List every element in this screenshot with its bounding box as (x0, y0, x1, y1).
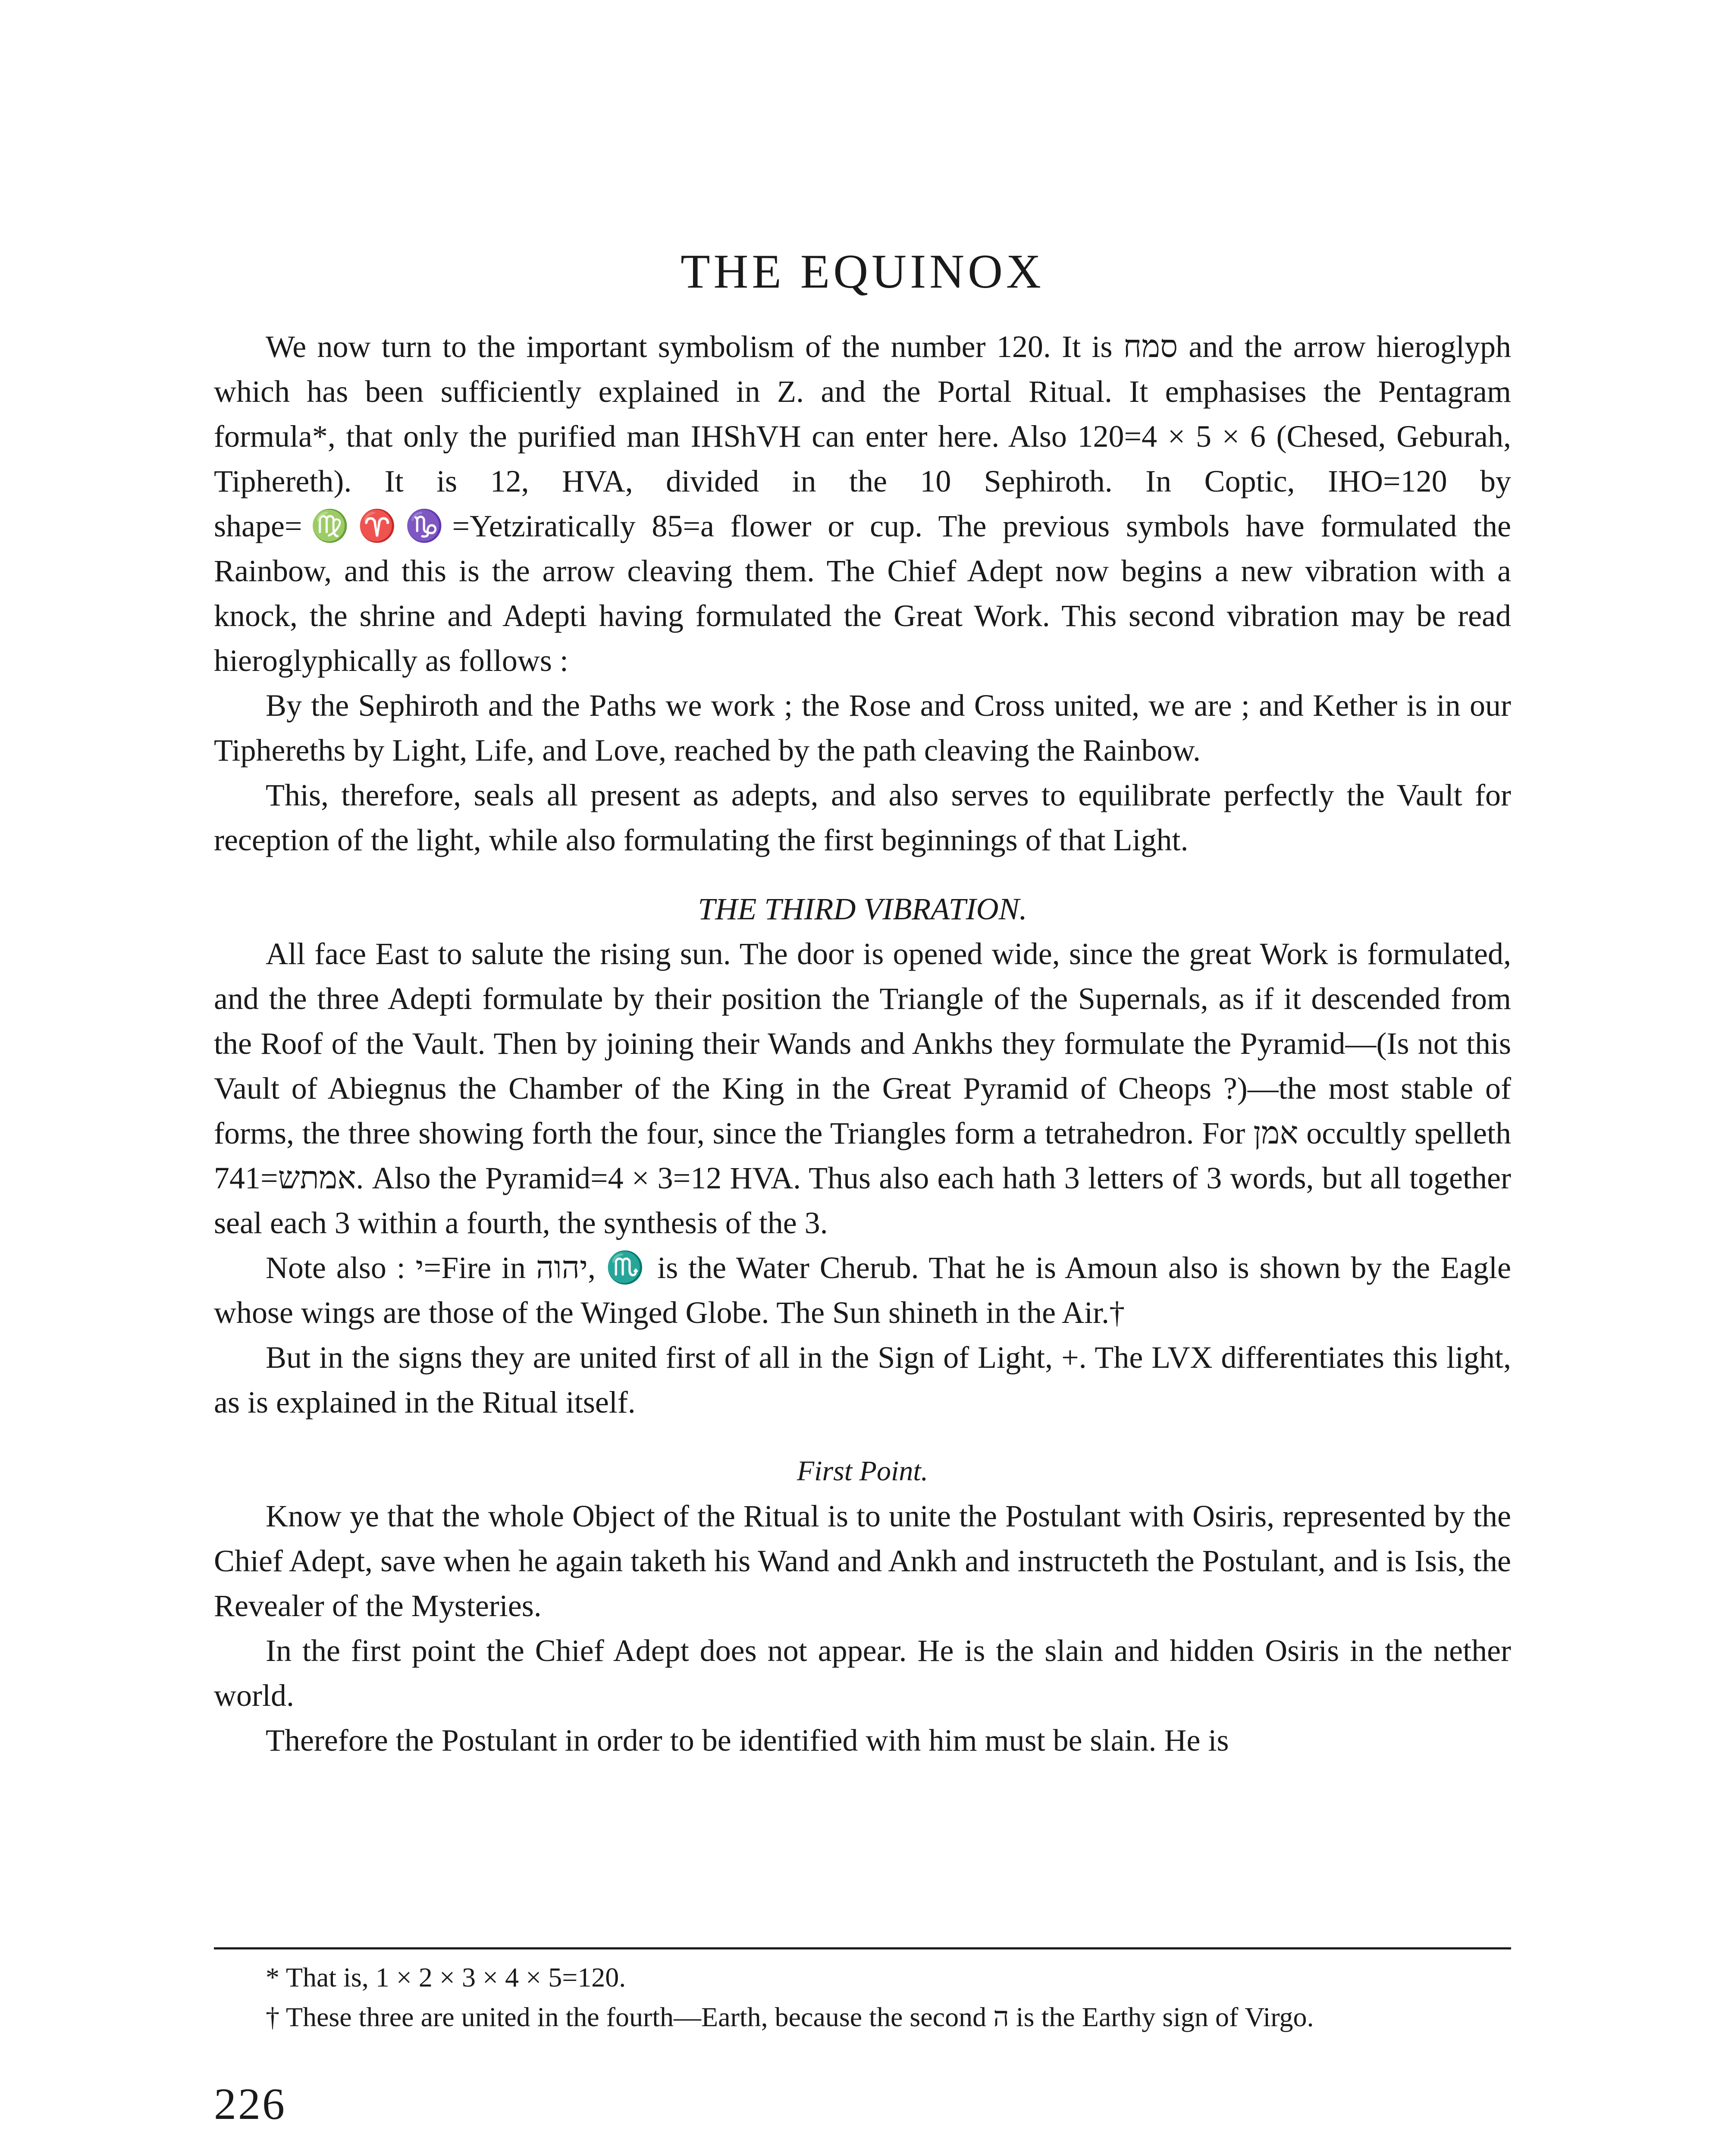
footnote-rule (214, 1947, 1511, 1949)
book-page (214, 0, 1511, 2156)
footnote-dagger: † These three are united in the fourth—Earth, because the second ה is the Earthy sign of Virgo. (266, 2002, 1314, 2032)
section-heading-third-vibration: THE THIRD VIBRATION. (698, 892, 1027, 926)
paragraph-postulant-slain: Therefore the Postulant in order to be identified with him must be slain. He is (266, 1723, 1229, 1758)
footnote-asterisk: * That is, 1 × 2 × 3 × 4 × 5=120. (266, 1962, 626, 1993)
page-number: 226 (214, 2079, 286, 2129)
paragraph-seals-adepts: This, therefore, seals all present as adepts, and also serves to equilibrate perfectly the Vault for reception of the light, while also formulating the first beginnings of that Light. (214, 778, 1511, 857)
running-title: THE EQUINOX (681, 245, 1044, 298)
footnotes (214, 1958, 1511, 2037)
main-text (214, 324, 1511, 1763)
paragraph-note-also: Note also : י=Fire in יהוה, ♏ is the Water Cherub. That he is Amoun also is shown by the Eagle whose wings are those of the Winged Globe. The Sun shineth in the Air.† (214, 1250, 1511, 1330)
paragraph-face-east: All face East to salute the rising sun. The door is opened wide, since the great Work is formulated, and the three Adepti formulate by their position the Triangle of the Supernals, as if it descended from the Roof of the Vault. Then by joining their Wands and Ankhs they formulate the Pyramid—(Is not this Vault of Abiegnus the Chamber of the King in the Great Pyramid of Cheops ?)—the most stable of forms, the three showing forth the four, since the Triangles form a tetrahedron. For אמן occultly spelleth 741=אמתש. Also the Pyramid=4 × 3=12 HVA. Thus also each hath 3 letters of 3 words, but all together seal each 3 within a fourth, the synthesis of the 3. (214, 937, 1512, 1240)
paragraph-sign-of-light: But in the signs they are united first of all in the Sign of Light, +. The LVX differentiates this light, as is explained in the Ritual itself. (214, 1340, 1511, 1420)
paragraph-hieroglyphic-reading: By the Sephiroth and the Paths we work ; the Rose and Cross united, we are ; and Kether is in our Tiphereths by Light, Life, and Love, reached by the path cleaving the Rainbow. (214, 688, 1511, 768)
subheading-first-point: First Point. (797, 1455, 928, 1487)
paragraph-number-120: We now turn to the important symbolism of the number 120. It is סמח and the arrow hieroglyph which has been sufficiently explained in Z. and the Portal Ritual. It emphasises the Pentagram formula*, that only the purified man IHShVH can enter here. Also 120=4 × 5 × 6 (Chesed, Geburah, Tiphereth). It is 12, HVA, divided in the 10 Sephiroth. In Coptic, IHO=120 by shape=♍♈♑=Yetziratically 85=a flower or cup. The previous symbols have formulated the Rainbow, and this is the arrow cleaving them. The Chief Adept now begins a new vibration with a knock, the shrine and Adepti having formulated the Great Work. This second vibration may be read hieroglyphically as follows : (214, 329, 1511, 678)
paragraph-first-point: In the first point the Chief Adept does not appear. He is the slain and hidden Osiris in the nether world. (214, 1633, 1511, 1713)
paragraph-object-of-ritual: Know ye that the whole Object of the Ritual is to unite the Postulant with Osiris, represented by the Chief Adept, save when he again taketh his Wand and Ankh and instructeth the Postulant, and is Isis, the Revealer of the Mysteries. (214, 1499, 1511, 1623)
